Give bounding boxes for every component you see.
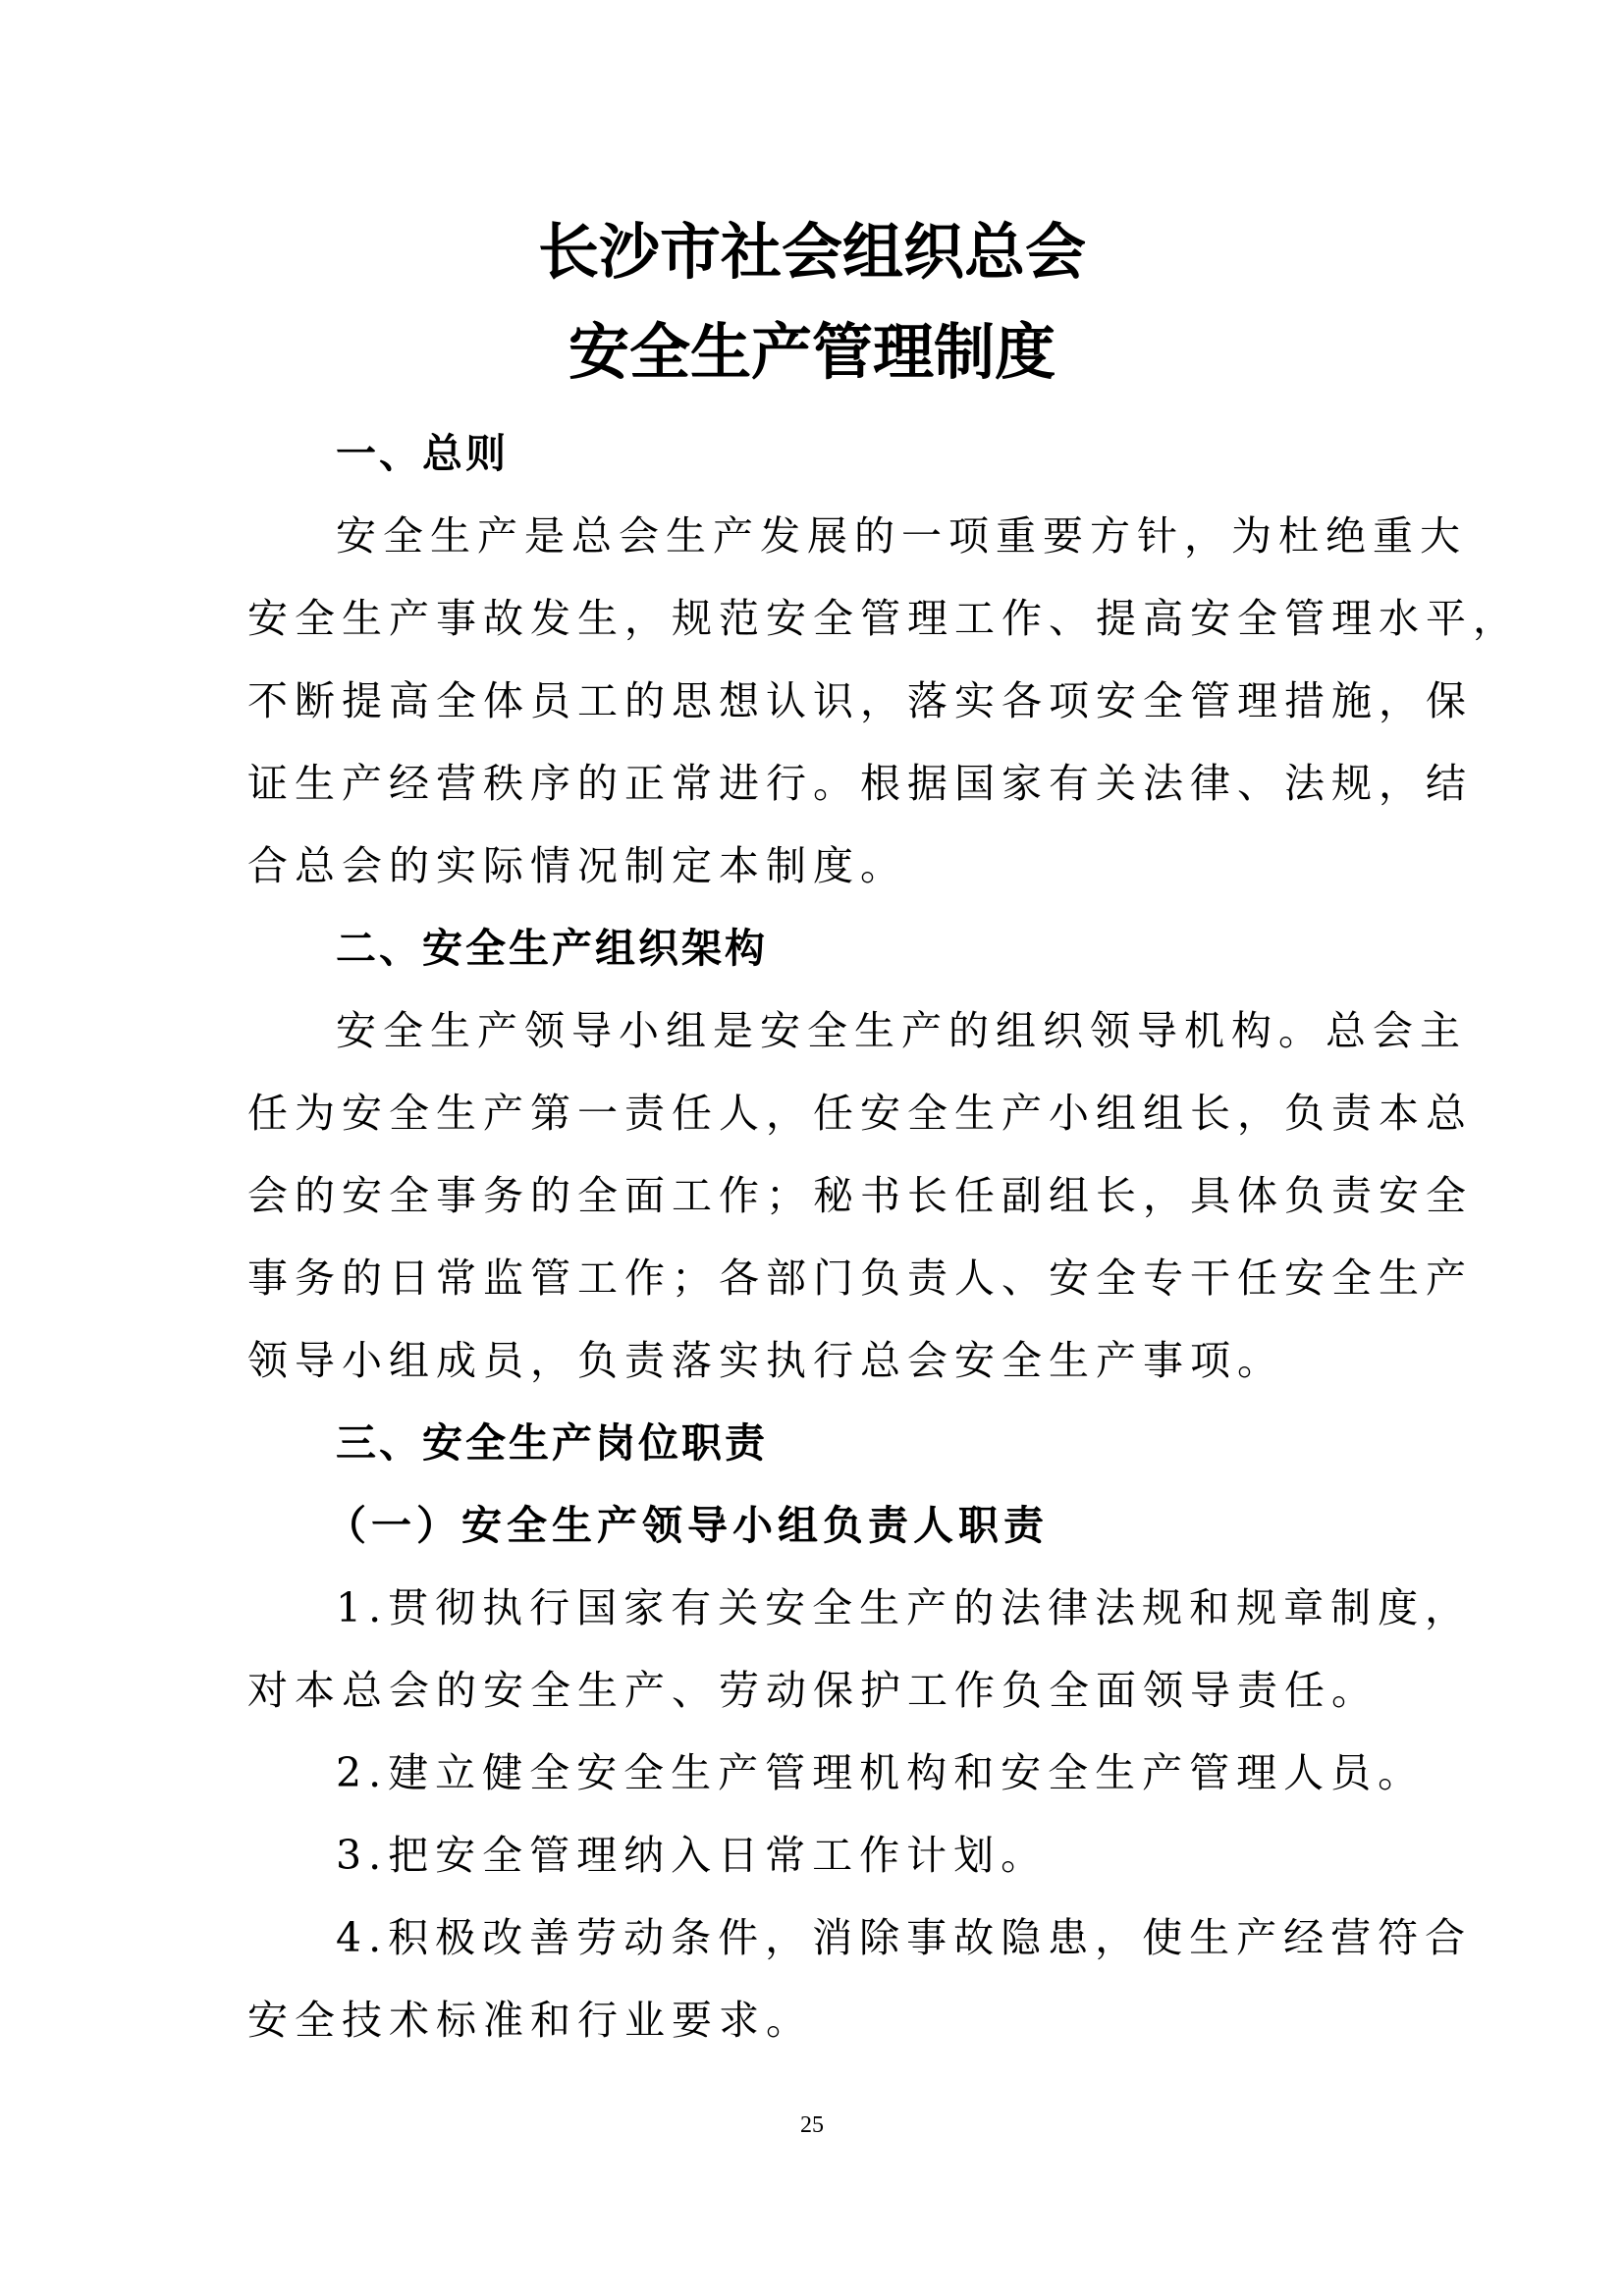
document-body	[247, 412, 1520, 2061]
list-item-line: 1.贯彻执行国家有关安全生产的法律法规和规章制度，	[336, 1584, 1473, 1631]
paragraph-line: 会的安全事务的全面工作；秘书长任副组长，具体负责安全	[247, 1172, 1473, 1219]
section-heading-organization: 二、安全生产组织架构	[336, 925, 768, 972]
paragraph-line: 证生产经营秩序的正常进行。根据国家有关法律、法规，结	[247, 760, 1473, 807]
paragraph-line: 不断提高全体员工的思想认识，落实各项安全管理措施，保	[247, 677, 1473, 724]
paragraph-line: 合总会的实际情况制定本制度。	[247, 842, 907, 889]
list-item-line: 3.把安全管理纳入日常工作计划。	[336, 1832, 1049, 1879]
list-item-line: 安全技术标准和行业要求。	[247, 1997, 813, 2044]
page-number: 25	[800, 2112, 824, 2138]
paragraph-line: 事务的日常监管工作；各部门负责人、安全专干任安全生产	[247, 1255, 1473, 1302]
paragraph-line: 安全生产领导小组是安全生产的组织领导机构。总会主	[336, 1007, 1467, 1054]
list-item-line: 4.积极改善劳动条件，消除事故隐患，使生产经营符合	[336, 1914, 1473, 1961]
paragraph-line: 任为安全生产第一责任人，任安全生产小组组长，负责本总	[247, 1090, 1473, 1137]
section-heading-general: 一、总则	[336, 430, 509, 477]
document-title-line-1: 长沙市社会组织总会	[537, 216, 1086, 288]
section-heading-responsibilities: 三、安全生产岗位职责	[336, 1419, 768, 1467]
document-title-line-2: 安全生产管理制度	[568, 316, 1056, 388]
paragraph-line: 领导小组成员，负责落实执行总会安全生产事项。	[247, 1337, 1284, 1384]
list-item-line: 2.建立健全安全生产管理机构和安全生产管理人员。	[336, 1749, 1426, 1796]
paragraph-line: 安全生产事故发生，规范安全管理工作、提高安全管理水平，	[247, 595, 1520, 642]
list-item-line: 对本总会的安全生产、劳动保护工作负全面领导责任。	[247, 1667, 1379, 1714]
subsection-heading-leader-duties: （一）安全生产领导小组负责人职责	[326, 1502, 1049, 1549]
paragraph-line: 安全生产是总会生产发展的一项重要方针，为杜绝重大	[336, 512, 1467, 560]
